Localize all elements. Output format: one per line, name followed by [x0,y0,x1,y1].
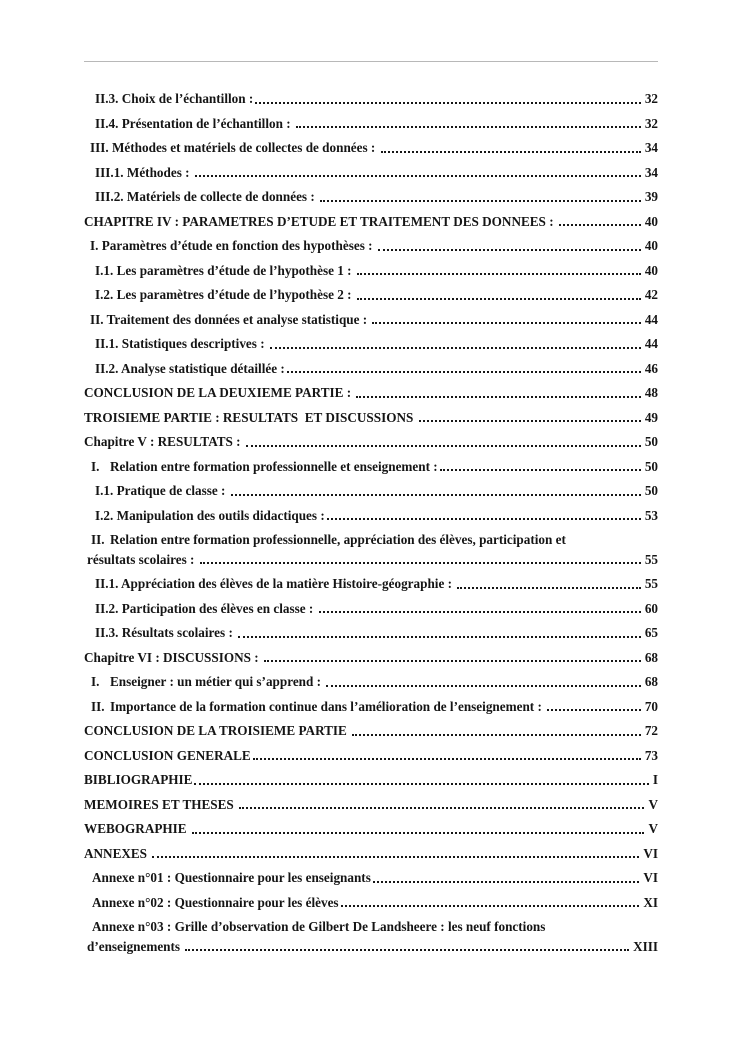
toc-entry-label: MEMOIRES ET THESES [84,796,238,812]
dot-leader [381,151,641,153]
toc-entry[interactable] [84,114,658,134]
toc-entry[interactable] [84,187,658,207]
toc-entry-label: III.1. Méthodes : [95,164,193,180]
toc-entry[interactable] [84,138,658,158]
page-number: VI [643,845,658,861]
toc-entry-label: Importance de la formation continue dans l’amélioration de l’enseignement : [110,698,546,714]
dot-leader [419,420,641,422]
entry-numeral: I. [91,674,100,689]
toc-entry-label: I.1. Pratique de classe : [95,483,229,498]
toc-entry[interactable] [84,770,658,790]
dot-leader [326,685,640,687]
toc-entry-label: CONCLUSION GENERALE [84,747,251,763]
toc-entry-label: II.3. Choix de l’échantillon : [95,91,254,106]
toc-entry-label: Annexe n°01 : Questionnaire pour les enseignants [92,870,371,885]
toc-entry[interactable] [84,530,658,550]
toc-entry-label: II. Traitement des données et analyse statistique : [90,311,371,327]
toc-entry[interactable] [84,285,658,305]
toc-entry-label: d’enseignements [87,938,184,954]
page-number: 34 [644,140,658,155]
toc-entry[interactable] [84,795,658,815]
toc-entry-label: I.1. Les paramètres d’étude de l’hypothèse 1 : [95,262,355,278]
header-rule [84,61,658,62]
dot-leader [200,562,641,564]
toc-entry-label: Relation entre formation professionnelle et enseignement : [110,458,438,474]
page-number: VI [643,870,658,885]
toc-entry[interactable] [84,506,658,526]
dot-leader [457,587,641,589]
page-number: I [652,772,658,787]
toc-entry-label: Annexe n°03 : Grille d’observation de Gilbert De Landsheere : les neuf fonctions [92,919,546,934]
toc-entry[interactable] [84,844,658,864]
dot-leader [378,249,641,251]
page-number: XI [643,894,658,910]
toc-entry-label: III. Méthodes et matériels de collectes de données : [90,140,379,155]
dot-leader [357,273,641,275]
page-number: 40 [644,262,658,278]
toc-entry[interactable] [84,868,658,888]
dot-leader [231,494,641,496]
entry-numeral: II. [91,698,105,714]
toc-entry[interactable] [84,648,658,668]
entry-numeral: I. [91,458,100,474]
toc-entry[interactable] [84,236,658,256]
page-number: 32 [644,115,658,131]
toc-entry[interactable] [84,623,658,643]
page-number: 39 [644,189,658,204]
toc-entry[interactable] [84,721,658,741]
dot-leader [152,856,639,858]
toc-entry[interactable] [84,432,658,452]
page-number: 73 [644,747,658,763]
page-number: 34 [644,164,658,180]
toc-entry[interactable] [84,697,658,717]
page-number: 68 [644,674,658,689]
dot-leader [287,371,641,373]
toc-entry[interactable] [84,261,658,281]
dot-leader [194,783,648,785]
toc-entry-label: TROISIEME PARTIE : RESULTATS ET DISCUSSIONS [84,409,417,425]
toc-entry-label: II.2. Participation des élèves en classe : [95,600,317,616]
dot-leader [185,949,629,951]
page-number: 68 [644,649,658,665]
toc-entry-label: II.1. Appréciation des élèves de la matière Histoire-géographie : [95,576,456,591]
page-number: 40 [644,213,658,229]
page-number: 49 [644,409,658,425]
toc-entry[interactable] [84,672,658,692]
toc-entry-label: I. Paramètres d’étude en fonction des hypothèses : [90,238,376,253]
toc-entry[interactable] [84,334,658,354]
toc-entry[interactable] [84,212,658,232]
toc-entry[interactable] [84,457,658,477]
dot-leader [238,636,641,638]
page-number: 65 [644,625,658,640]
dot-leader [547,709,641,711]
page-number: 46 [644,360,658,376]
toc-entry-label: Chapitre V : RESULTATS : [84,434,244,449]
page-number: 42 [644,287,658,302]
dot-leader [319,611,641,613]
toc-entry[interactable] [84,481,658,501]
page-number: 32 [644,91,658,106]
toc-entry-label: II.2. Analyse statistique détaillée : [95,360,285,376]
toc-entry-label: CHAPITRE IV : PARAMETRES D’ETUDE ET TRAITEMENT DES DONNEES : [84,213,557,229]
page-number: 70 [644,698,658,714]
toc-entry-label: I.2. Manipulation des outils didactiques : [95,507,325,523]
toc-entry-label: Relation entre formation professionnelle, appréciation des élèves, participation et [110,532,566,547]
toc-entry[interactable] [84,893,658,913]
toc-entry[interactable] [84,89,658,109]
page-number: 53 [644,507,658,523]
toc-entry-label: ANNEXES [84,845,151,861]
toc-entry-label: Chapitre VI : DISCUSSIONS : [84,649,262,665]
toc-entry[interactable] [84,310,658,330]
page-number: 48 [644,385,658,400]
dot-leader [559,224,641,226]
dot-leader [255,102,641,104]
dot-leader [327,518,641,520]
page-number: 72 [644,723,658,738]
toc-entry-label: CONCLUSION DE LA TROISIEME PARTIE [84,723,351,738]
table-of-contents [84,89,658,956]
dot-leader [239,807,644,809]
dot-leader [270,347,641,349]
dot-leader [373,881,640,883]
toc-entry[interactable] [84,746,658,766]
page-number: 40 [644,238,658,253]
page-number: 55 [644,551,658,567]
toc-entry-label: BIBLIOGRAPHIE [84,772,193,787]
page-number: XIII [633,938,658,954]
page-number: 55 [644,576,658,591]
toc-entry-label: II.4. Présentation de l’échantillon : [95,115,294,131]
toc-entry-label: CONCLUSION DE LA DEUXIEME PARTIE : [84,385,355,400]
dot-leader [356,396,640,398]
dot-leader [246,445,641,447]
dot-leader [253,758,641,760]
page-number: V [648,796,658,812]
page-number: 44 [644,336,658,351]
toc-entry-label: WEBOGRAPHIE [84,821,190,836]
dot-leader [352,734,641,736]
toc-entry[interactable] [84,408,658,428]
dot-leader [320,200,641,202]
toc-entry[interactable] [84,917,658,937]
page-number: 60 [644,600,658,616]
page-number: V [648,821,658,836]
toc-entry-label: II.3. Résultats scolaires : [95,625,237,640]
toc-entry-continuation[interactable] [84,550,658,570]
toc-entry[interactable] [84,359,658,379]
dot-leader [372,322,640,324]
dot-leader [357,298,641,300]
dot-leader [341,905,640,907]
dot-leader [440,469,641,471]
toc-entry[interactable] [84,383,658,403]
toc-entry-label: résultats scolaires : [87,551,198,567]
page-number: 50 [644,483,658,498]
page-number: 50 [644,434,658,449]
entry-numeral: II. [91,532,105,547]
toc-entry-label: I.2. Les paramètres d’étude de l’hypothèse 2 : [95,287,355,302]
toc-entry[interactable] [84,574,658,594]
toc-entry[interactable] [84,163,658,183]
dot-leader [296,126,641,128]
toc-entry[interactable] [84,819,658,839]
toc-entry-label: II.1. Statistiques descriptives : [95,336,268,351]
toc-entry-label: III.2. Matériels de collecte de données : [95,189,319,204]
toc-entry-label: Enseigner : un métier qui s’apprend : [110,674,325,689]
toc-entry-continuation[interactable] [84,937,658,957]
toc-entry[interactable] [84,599,658,619]
dot-leader [195,175,641,177]
page-number: 44 [644,311,658,327]
dot-leader [264,660,641,662]
page-number: 50 [644,458,658,474]
toc-entry-label: Annexe n°02 : Questionnaire pour les élèves [92,894,339,910]
dot-leader [192,832,645,834]
